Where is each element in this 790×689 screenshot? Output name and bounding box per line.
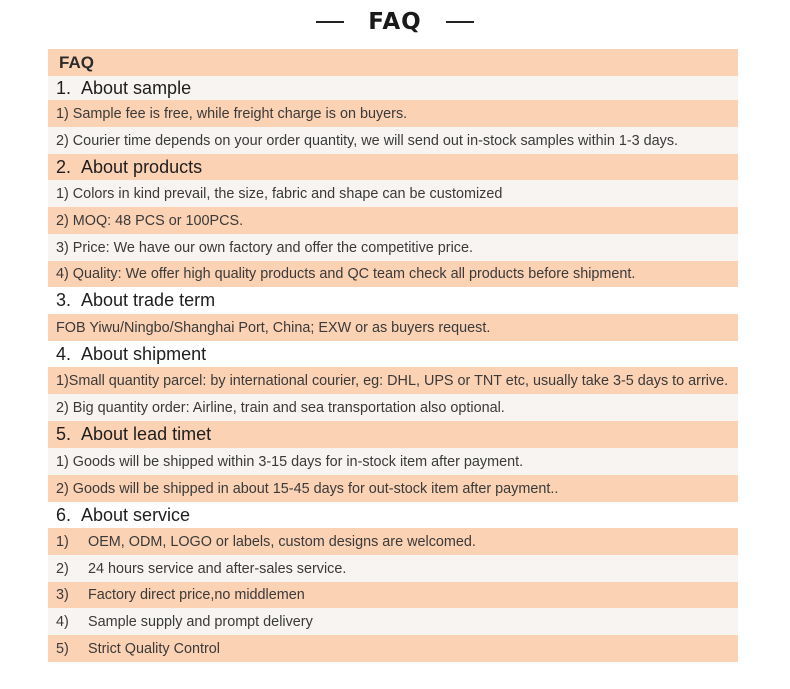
item-text: 1)Small quantity parcel: by international courier, eg: DHL, UPS or TNT etc, usually take 3-5 days to arrive. <box>56 372 729 389</box>
faq-item-row <box>48 555 738 582</box>
faq-item-row <box>48 528 738 555</box>
section-title: About lead timet <box>81 424 212 444</box>
item-text: 2) Goods will be shipped in about 15-45 days for out-stock item after payment.. <box>56 480 559 497</box>
faq-rows <box>48 76 738 662</box>
item-text: 24 hours service and after-sales service. <box>88 560 347 577</box>
section-number: 4. <box>56 343 72 364</box>
item-text: 3) Price: We have our own factory and offer the competitive price. <box>56 239 473 256</box>
section-number: 3. <box>56 290 72 310</box>
item-number: 5) <box>56 640 69 657</box>
item-text: OEM, ODM, LOGO or labels, custom designs are welcomed. <box>88 533 476 550</box>
faq-item-row <box>48 367 738 394</box>
item-text: 1) Sample fee is free, while freight charge is on buyers. <box>56 105 408 122</box>
faq-item-row <box>48 261 738 287</box>
faq-section-heading <box>48 76 738 100</box>
faq-section-heading <box>48 502 738 528</box>
item-text: Sample supply and prompt delivery <box>88 613 313 630</box>
section-number: 5. <box>56 424 72 444</box>
faq-item-row <box>48 475 738 502</box>
faq-table <box>48 49 738 662</box>
section-number: 2. <box>56 156 72 177</box>
page-title-bar <box>0 0 790 44</box>
faq-item-row <box>48 207 738 234</box>
faq-item-row <box>48 127 738 154</box>
item-text: 2) Courier time depends on your order quantity, we will send out in-stock samples within 1-3 days. <box>56 132 679 149</box>
item-number: 4) <box>56 613 69 630</box>
faq-table-header: FAQ <box>48 49 738 76</box>
item-text: 1) Goods will be shipped within 3-15 days for in-stock item after payment. <box>56 453 524 470</box>
faq-section-heading <box>48 154 738 180</box>
faq-item-row <box>48 180 738 207</box>
section-title: About sample <box>81 77 192 98</box>
section-title: About products <box>81 156 203 177</box>
title-left-rule <box>316 21 344 23</box>
faq-item-row <box>48 448 738 475</box>
item-text: 2) MOQ: 48 PCS or 100PCS. <box>56 212 244 229</box>
item-text: Strict Quality Control <box>88 640 220 657</box>
item-text: FOB Yiwu/Ningbo/Shanghai Port, China; EXW or as buyers request. <box>56 319 491 336</box>
faq-item-row <box>48 635 738 662</box>
item-text: 4) Quality: We offer high quality products and QC team check all products before shipment. <box>56 266 636 282</box>
item-text: 1) Colors in kind prevail, the size, fabric and shape can be customized <box>56 185 503 202</box>
faq-item-row <box>48 608 738 635</box>
faq-item-row <box>48 234 738 261</box>
faq-item-row <box>48 582 738 608</box>
section-title: About shipment <box>81 343 207 364</box>
faq-item-row <box>48 100 738 127</box>
section-title: About trade term <box>81 290 216 310</box>
item-text: Factory direct price,no middlemen <box>88 587 305 603</box>
faq-section-heading <box>48 287 738 314</box>
title-right-rule <box>446 21 474 23</box>
faq-item-row <box>48 314 738 341</box>
item-text: 2) Big quantity order: Airline, train and sea transportation also optional. <box>56 399 505 416</box>
item-number: 1) <box>56 533 69 550</box>
item-number: 3) <box>56 587 69 603</box>
faq-item-row <box>48 394 738 421</box>
section-title: About service <box>81 504 191 525</box>
section-number: 1. <box>56 77 72 98</box>
faq-section-heading <box>48 421 738 448</box>
page-title: FAQ <box>368 9 422 35</box>
faq-section-heading <box>48 341 738 367</box>
section-number: 6. <box>56 504 72 525</box>
item-number: 2) <box>56 560 69 577</box>
